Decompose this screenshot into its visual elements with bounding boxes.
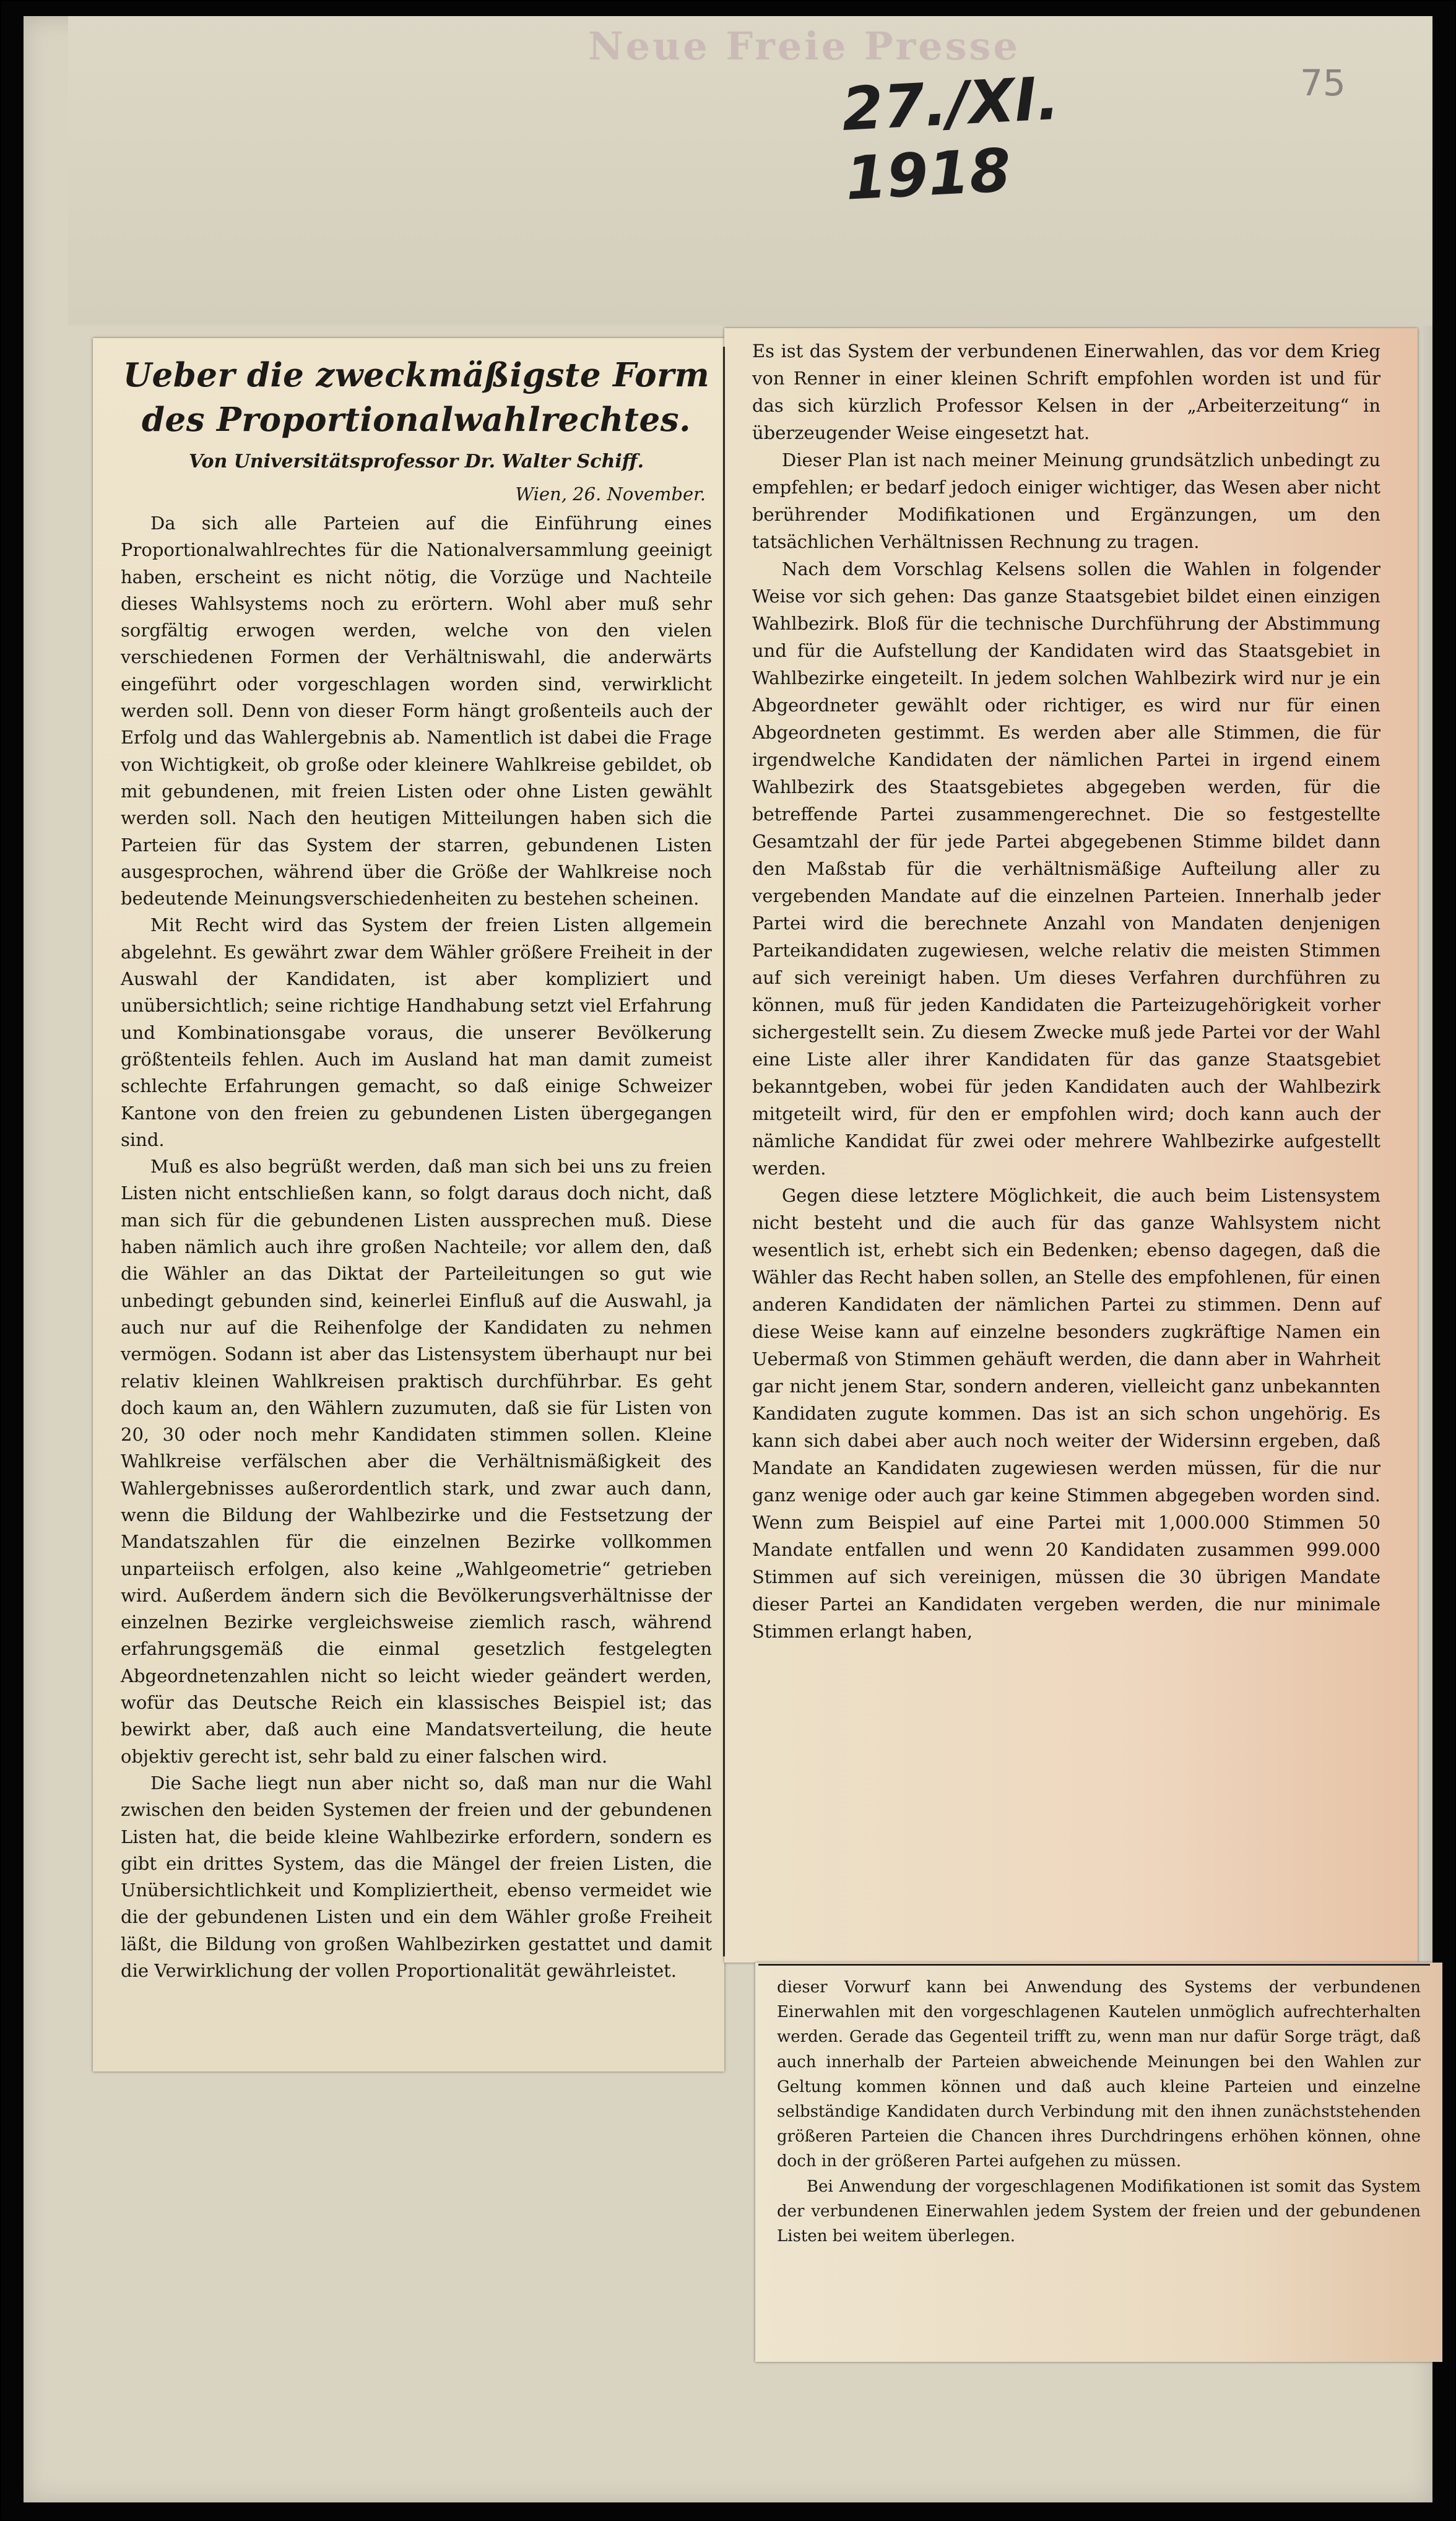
- article-paragraph: Die Sache liegt nun aber nicht so, daß man nur die Wahl zwischen den beiden Systemen der freien und der gebundenen Listen hat, die beide kleine Wahlbezirke erfordern, sondern es gibt ein drittes System, das die Mängel der freien Listen, die Unübersichtlichkeit und Kompliziertheit, ebenso vermeidet wie die der gebundenen Listen und ein dem Wähler große Freiheit läßt, die Bildung von großen Wahlbezirken gestattet und damit die Verwirklichung der vollen Proportionalität gewährleistet.: [121, 1772, 712, 1982]
- article-paragraph: Bei Anwendung der vorgeschlagenen Modifikationen ist somit das System der verbundenen Einerwahlen jedem System der freien und der gebundenen Listen bei weitem überlegen.: [777, 2177, 1421, 2246]
- article-paragraph: Da sich alle Parteien auf die Einführung eines Proportionalwahlrechtes für die Nationalversammlung geeinigt haben, erscheint es nicht nötig, die Vorzüge und Nachteile dieses Wahlsystems noch zu erörtern. Wohl aber muß sehr sorgfältig erwogen werden, welche von den vielen verschiedenen Formen der Verhältniswahl, die anderwärts eingeführt oder vorgeschlagen worden sind, verwirklicht werden soll. Denn von dieser Form hängt großenteils auch der Erfolg und das Wahlergebnis ab. Namentlich ist dabei die Frage von Wichtigkeit, ob große oder kleinere Wahlkreise gebildet, ob mit gebundenen, mit freien Listen oder ohne Listen gewählt werden soll. Nach den heutigen Mitteilungen haben sich die Parteien für das System der starren, gebundenen Listen ausgesprochen, während über die Größe der Wahlkreise noch bedeutende Meinungsverschiedenheiten zu bestehen scheinen.: [121, 513, 712, 909]
- article-paragraph: Nach dem Vorschlag Kelsens sollen die Wahlen in folgender Weise vor sich gehen: Das ganze Staatsgebiet bildet einen einzigen Wahlbezirk. Bloß für die technische Durchführung der Abstimmung und für die Aufstellung der Kandidaten wird das Staatsgebiet in Wahlbezirke eingeteilt. In jedem solchen Wahlbezirk wird nur je ein Abgeordneter gewählt oder richtiger, es wird nur für einen Abgeordneten gestimmt. Es werden aber alle Stimmen, die für irgendwelche Kandidaten der nämlichen Partei in irgend einem Wahlbezirk des Staatsgebietes abgegeben werden, für die betreffende Partei zusammengerechnet. Die so festgestellte Gesamtzahl der für jede Partei abgegebenen Stimme bildet dann den Maßstab für die verhältnismäßige Aufteilung aller zu vergebenden Mandate auf die einzelnen Parteien. Innerhalb jeder Partei wird die berechnete Anzahl von Mandaten denjenigen Parteikandidaten zugewiesen, welche relativ die meisten Stimmen auf sich vereinigt haben. Um dieses Verfahren durchführen zu können, muß für jeden Kandidaten die Parteizugehörigkeit vorher sichergestellt sein. Zu diesem Zwecke muß jede Partei vor der Wahl eine Liste aller ihrer Kandidaten für das ganze Staatsgebiet bekanntgeben, wobei für jeden Kandidaten auch der Wahlbezirk mitgeteilt wird, für den er empfohlen wird; doch kann auch der nämliche Kandidat für zwei oder mehrere Wahlbezirke aufgestellt werden.: [752, 558, 1380, 1179]
- archive-page-number: 75: [1300, 62, 1346, 104]
- bottom-fragment-rule: [758, 1964, 1430, 1966]
- newspaper-name-stamp: Neue Freie Presse: [588, 24, 1020, 69]
- article-right-column: [752, 337, 1380, 1645]
- handwritten-date: 27./XI. 1918: [840, 63, 1061, 214]
- article-byline: Von Universitätsprofessor Dr. Walter Schiff.: [188, 451, 644, 472]
- article-paragraph-continued: Es ist das System der verbundenen Einerwahlen, das vor dem Krieg von Renner in einer kleinen Schrift empfohlen worden ist und für das sich kürzlich Professor Kelsen in der „Arbeiterzeitung“ in überzeugender Weise eingesetzt hat.: [752, 341, 1380, 443]
- article-dateline: Wien, 26. November.: [515, 484, 706, 505]
- article-paragraph-continued: dieser Vorwurf kann bei Anwendung des Systems der verbundenen Einerwahlen mit den vorgeschlagenen Kautelen unmöglich aufrechterhalten werden. Gerade das Gegenteil trifft zu, wenn man nur dafür Sorge trägt, daß auch innerhalb der Parteien abweichende Meinungen bei den Wahlen zur Geltung kommen können und daß auch kleine Parteien und einzelne selbständige Kandidaten durch Verbindung mit den ihnen zunächststehenden größeren Parteien die Chancen ihres Durchdringens erhöhen können, ohne doch in der größeren Partei aufgehen zu müssen.: [777, 1978, 1421, 2171]
- article-paragraph: Muß es also begrüßt werden, daß man sich bei uns zu freien Listen nicht entschließen kann, so folgt daraus doch nicht, daß man sich für die gebundenen Listen aussprechen muß. Diese haben nämlich auch ihre großen Nachteile; vor allem den, daß die Wähler an das Diktat der Parteileitungen so gut wie unbedingt gebunden sind, keinerlei Einfluß auf die Auswahl, ja auch nur auf die Reihenfolge der Kandidaten zu nehmen vermögen. Sodann ist aber das Listensystem überhaupt nur bei relativ kleinen Wahlkreisen praktisch durchführbar. Es geht doch kaum an, den Wählern zuzumuten, daß sie für Listen von 20, 30 oder noch mehr Kandidaten stimmen sollen. Kleine Wahlkreise verfälschen aber die Verhältnismäßigkeit des Wahlergebnisses außerordentlich stark, und zwar auch dann, wenn die Bildung der Wahlbezirke und die Festsetzung der Mandatszahlen für die einzelnen Bezirke vollkommen unparteiisch erfolgen, also keine „Wahlgeometrie“ getrieben wird. Außerdem ändern sich die Bevölkerungsverhältnisse der einzelnen Bezirke vergleichsweise ziemlich rasch, während erfahrungsgemäß die einmal gesetzlich festgelegten Abgeordnetenzahlen nicht so leicht wieder geändert werden, wofür das Deutsche Reich ein klassisches Beispiel ist; das bewirkt aber, daß auch eine Mandatsverteilung, die heute objektiv gerecht ist, sehr bald zu einer falschen wird.: [121, 1156, 712, 1767]
- article-paragraph: Gegen diese letztere Möglichkeit, die auch beim Listensystem nicht besteht und die auch für das ganze Wahlsystem nicht wesentlich ist, erhebt sich ein Bedenken; ebenso dagegen, daß die Wähler das Recht haben sollen, an Stelle des empfohlenen, für einen anderen Kandidaten der nämlichen Partei zu stimmen. Denn auf diese Weise kann auf einzelne besonders zugkräftige Namen ein Uebermaß von Stimmen gehäuft werden, die dann aber in Wahrheit gar nicht jenem Star, sondern anderen, vielleicht ganz unbekannten Kandidaten zugute kommen. Das ist an sich schon ungehörig. Es kann sich dabei aber auch noch weiter der Widersinn ergeben, daß Mandate an Kandidaten zugewiesen werden müssen, für die nur ganz wenige oder auch gar keine Stimmen abgegeben worden sind. Wenn zum Beispiel auf eine Partei mit 1,000.000 Stimmen 50 Mandate entfallen und wenn 20 Kandidaten zusammen 999.000 Stimmen auf sich vereinigen, müssen die 30 übrigen Mandate dieser Partei an Kandidaten vergeben werden, die nur minimale Stimmen erlangt haben,: [752, 1185, 1380, 1642]
- article-paragraph: Dieser Plan ist nach meiner Meinung grundsätzlich unbedingt zu empfehlen; er bedarf jedoch einiger wichtiger, das Wesen aber nicht berührender Modifikationen und Ergänzungen, um den tatsächlichen Verhältnissen Rechnung zu tragen.: [752, 449, 1380, 552]
- article-left-column: [121, 347, 712, 1984]
- column-divider: [723, 347, 725, 1956]
- article-paragraph: Mit Recht wird das System der freien Listen allgemein abgelehnt. Es gewährt zwar dem Wähler größere Freiheit in der Auswahl der Kandidaten, ist aber kompliziert und unübersichtlich; seine richtige Handhabung setzt viel Erfahrung und Kombinationsgabe voraus, die unserer Bevölkerung größtenteils fehlen. Auch im Ausland hat man damit zumeist schlechte Erfahrungen gemacht, so daß einige Schweizer Kantone von den freien zu gebundenen Listen übergegangen sind.: [121, 914, 712, 1150]
- article-bottom-fragment: [777, 1975, 1421, 2249]
- article-headline: Ueber die zweckmäßigste Form des Proportionalwahlrechtes.: [123, 356, 710, 439]
